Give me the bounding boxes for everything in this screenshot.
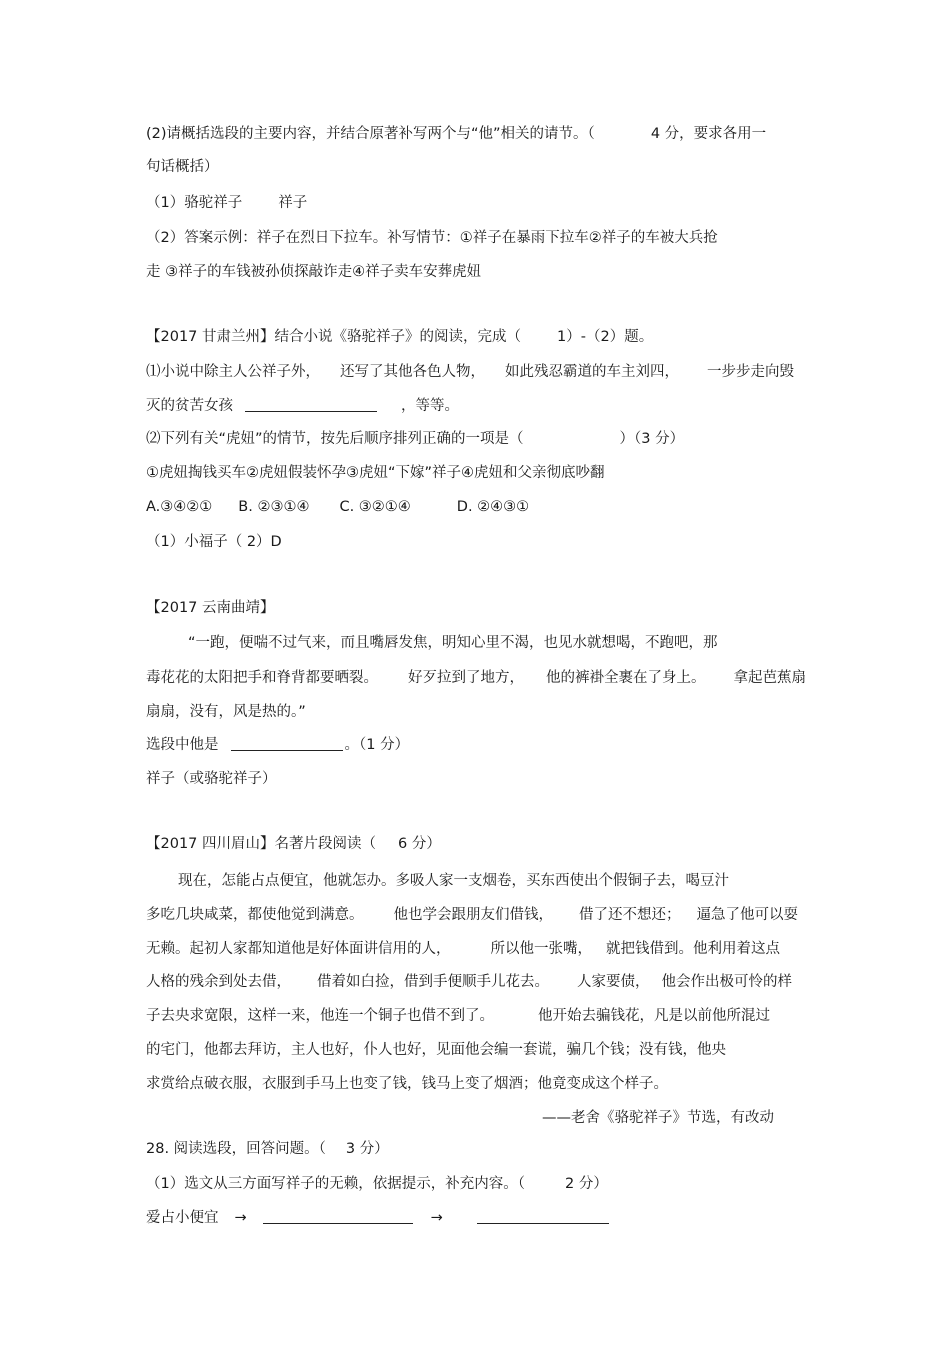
- passage-line: [146, 939, 780, 959]
- arrow-icon: →: [430, 1210, 443, 1226]
- text: 逼急了他可以耍: [696, 907, 798, 923]
- passage-line: 求赏给点破衣服，衣服到手马上也变了钱，钱马上变了烟酒；他竟变成这个样子。: [146, 1076, 668, 1092]
- text: 他也学会跟朋友们借钱，: [393, 907, 553, 923]
- text: 还写了其他各色人物，: [340, 364, 485, 380]
- text: 选段中他是: [146, 737, 219, 753]
- question-line: [146, 735, 409, 755]
- text: 祥子: [278, 195, 308, 211]
- text: 如此残忍霸道的车主刘四，: [505, 364, 679, 380]
- text: 人家要债，: [577, 974, 650, 990]
- text: 无赖。起初人家都知道他是好体面讲信用的人，: [146, 941, 451, 957]
- text: 子去央求宽限，这样一来，他连一个铜子也借不到了。: [146, 1008, 494, 1024]
- passage-line: 扇扇，没有，风是热的。”: [146, 704, 306, 720]
- text: 好歹拉到了地方，: [408, 670, 524, 686]
- option-c: C. ③②①④: [339, 499, 411, 515]
- question-line: [146, 124, 766, 144]
- answer-blank[interactable]: [263, 1209, 413, 1224]
- passage-line: [146, 1006, 770, 1026]
- text: ⑴小说中除主人公祥子外，: [146, 364, 320, 380]
- text: 借了还不想还；: [579, 907, 681, 923]
- text: 4 分，要求各用一: [650, 126, 767, 142]
- text: 借着如白捡，借到手便顺手儿花去。: [317, 974, 549, 990]
- answer-blank[interactable]: [245, 397, 377, 412]
- text: 他的裤褂全裹在了身上。: [546, 670, 706, 686]
- question-line: [146, 1174, 608, 1194]
- text: 。（1 分）: [344, 737, 410, 753]
- passage-line: [146, 905, 798, 925]
- text: 一步步走向毁: [707, 364, 794, 380]
- option-d: D. ②④③①: [456, 499, 530, 515]
- options-row: [146, 497, 529, 517]
- question-line: [146, 362, 794, 382]
- section-heading: [146, 327, 653, 347]
- fill-row: [146, 1208, 609, 1228]
- text: 1）-（2）题。: [557, 329, 654, 345]
- text: ）（3 分）: [619, 431, 685, 447]
- question-line: 句话概括）: [146, 159, 219, 175]
- answer-line: （2）答案示例：祥子在烈日下拉车。补写情节：①祥子在暴雨下拉车②祥子的车被大兵抢: [146, 230, 718, 246]
- text: 2 分）: [564, 1176, 608, 1192]
- passage-line: 的宅门，他都去拜访，主人也好，仆人也好，见面他会编一套谎，骗几个钱；没有钱，他央: [146, 1042, 726, 1058]
- text: 灭的贫苦女孩: [146, 398, 233, 414]
- text: （1）骆驼祥子: [146, 195, 243, 211]
- answer-line: [146, 193, 307, 213]
- text: 就把钱借到。他利用着这点: [606, 941, 780, 957]
- text: (2)请概括选段的主要内容，并结合原著补写两个与“他”相关的请节。（: [146, 126, 595, 142]
- text: 【2017 四川眉山】名著片段阅读（: [146, 836, 377, 852]
- passage-line: [146, 972, 792, 992]
- answer-blank[interactable]: [231, 736, 343, 751]
- text: 所以他一张嘴，: [490, 941, 592, 957]
- passage-line: “一跑，便喘不过气来，而且嘴唇发焦，明知心里不渴，也见水就想喝，不跑吧，那: [188, 635, 718, 651]
- text: 6 分）: [398, 836, 441, 852]
- option-a: A.③④②①: [146, 499, 213, 515]
- passage-line: [146, 668, 806, 688]
- text: 【2017 甘肃兰州】结合小说《骆驼祥子》的阅读，完成（: [146, 329, 522, 345]
- question-line: [146, 396, 459, 416]
- text: 拿起芭蕉扇: [733, 670, 806, 686]
- text: ，等等。: [401, 398, 459, 414]
- source-citation: ——老舍《骆驼祥子》节选，有改动: [542, 1110, 774, 1126]
- arrow-icon: →: [234, 1210, 247, 1226]
- text: 3 分）: [345, 1141, 389, 1157]
- text: （1）选文从三方面写祥子的无赖，依据提示，补充内容。（: [146, 1176, 525, 1192]
- text: 爱占小便宜: [146, 1210, 219, 1226]
- question-line: ①虎妞掏钱买车②虎妞假装怀孕③虎妞“下嫁”祥子④虎妞和父亲彻底吵翻: [146, 465, 605, 481]
- text: 毒花花的太阳把手和脊背都要晒裂。: [146, 670, 378, 686]
- text: 多吃几块咸菜，都使他觉到满意。: [146, 907, 364, 923]
- question-line: [146, 1139, 389, 1159]
- section-heading: [146, 834, 441, 854]
- text: 人格的残余到处去借，: [146, 974, 291, 990]
- option-b: B. ②③①④: [238, 499, 310, 515]
- answer-line: 走 ③祥子的车钱被孙侦探敲诈走④祥子卖车安葬虎妞: [146, 264, 482, 280]
- text: ⑵下列有关“虎妞”的情节，按先后顺序排列正确的一项是（: [146, 431, 524, 447]
- question-line: [146, 429, 684, 449]
- text: 他开始去骗钱花，凡是以前他所混过: [538, 1008, 770, 1024]
- text: 他会作出极可怜的样: [661, 974, 792, 990]
- answer-blank[interactable]: [477, 1209, 609, 1224]
- answer-line: 祥子（或骆驼祥子）: [146, 771, 277, 787]
- section-heading: 【2017 云南曲靖】: [146, 600, 275, 616]
- answer-line: （1）小福子（ 2）D: [146, 534, 282, 550]
- text: 28. 阅读选段，回答问题。（: [146, 1141, 326, 1157]
- passage-line: 现在，怎能占点便宜，他就怎办。多吸人家一支烟卷，买东西使出个假铜子去，喝豆汁: [178, 873, 729, 889]
